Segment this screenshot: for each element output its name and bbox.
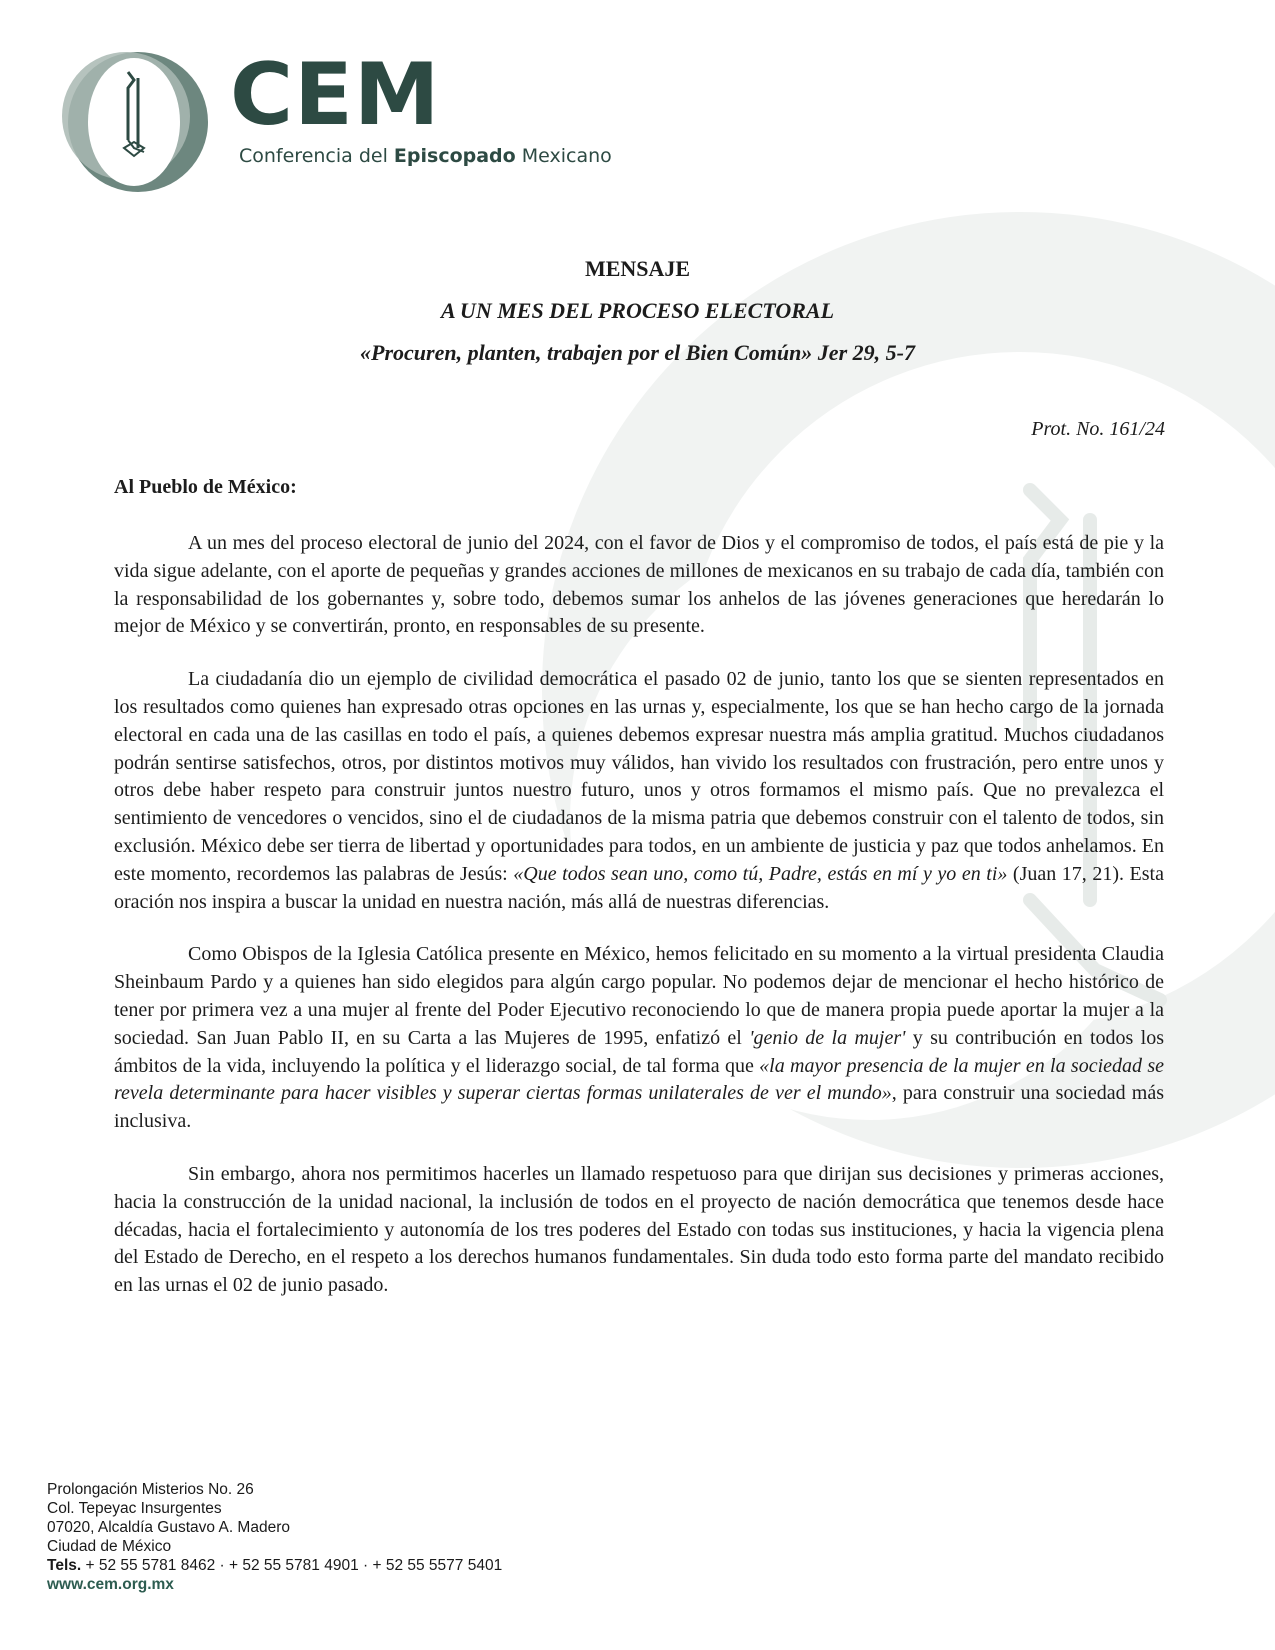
footer-colonia: Col. Tepeyac Insurgentes bbox=[47, 1500, 222, 1517]
paragraph-2-text-a: La ciudadanía dio un ejemplo de civilidad democrática el pasado 02 de junio, tanto los que se sienten representados en los resultados como quienes han expresado otras opciones en las urnas y, especialmente, los que se han hecho cargo de la jornada electoral en cada una de las casillas en todo el país, a quienes debemos expresar nuestra más amplia gratitud. Muchos ciudadanos podrán sentirse satisfechos, otros, por distintos motivos muy válidos, han vivido los resultados con frustración, pero entre unos y otros debe haber respeto para construir juntos nuestro futuro, unos y otros formamos el mismo país. Que no prevalezca el sentimiento de vencedores o vencidos, sino el de ciudadanos de la misma patria que debemos construir con el talento de todos, sin exclusión. México debe ser tierra de libertad y oportunidades para todos, en un ambiente de justicia y paz que todos anhelamos. En este momento, recordemos las palabras de Jesús: bbox=[114, 668, 1164, 885]
protocol-number: Prot. No. 161/24 bbox=[1031, 418, 1165, 440]
logo-name-part1: Conferencia del bbox=[239, 145, 388, 167]
organization-logo bbox=[58, 40, 618, 200]
letter-quote: «la mayor presencia de la mujer en la sociedad se revela determinante para hacer visibles y superar ciertas formas unilaterales de ver el mundo» bbox=[114, 1054, 1164, 1105]
paragraph-3-text-a: Como Obispos de la Iglesia Católica presente en México, hemos felicitado en su momento a la virtual presidenta Claudia Sheinbaum Pardo y a quienes han sido elegidos para algún cargo popular. No podemos dejar de mencionar el hecho histórico de tener por primera vez a una mujer al frente del Poder Ejecutivo reconociendo lo que de manera propia puede aportar la mujer a la sociedad. San Juan Pablo II, en su Carta a las Mujeres de 1995, enfatizó el bbox=[114, 943, 1164, 1049]
document-kind: MENSAJE bbox=[584, 256, 691, 281]
footer-street: Prolongación Misterios No. 26 bbox=[47, 1481, 254, 1498]
phones-list: + 52 55 5781 8462 · + 52 55 5781 4901 · + 52 55 5577 5401 bbox=[81, 1557, 503, 1574]
paragraph-2-text-b: (Juan 17, 21). Esta oración nos inspira a buscar la unidad en nuestra nación, más allá de nuestras diferencias. bbox=[114, 862, 1164, 913]
paragraph-3-text-b: y su contribución en todos los ámbitos de la vida, incluyendo la política y el liderazgo social, de tal forma que bbox=[114, 1026, 1164, 1077]
paragraph-3-text-c: , para construir una sociedad más inclusiva. bbox=[114, 1082, 1164, 1133]
footer-address bbox=[47, 1480, 502, 1594]
paragraph-2 bbox=[114, 666, 1164, 916]
footer-website-link[interactable]: www.cem.org.mx bbox=[47, 1576, 174, 1593]
logo-name-bold: Episcopado bbox=[393, 145, 516, 167]
genio-quote: 'genio de la mujer' bbox=[749, 1026, 906, 1049]
document-epigraph: «Procuren, planten, trabajen por el Bien Común» Jer 29, 5-7 bbox=[360, 340, 915, 365]
logo-full-name bbox=[239, 144, 612, 168]
footer-city: Ciudad de México bbox=[47, 1538, 172, 1555]
footer-phones bbox=[47, 1556, 502, 1575]
cem-emblem-icon bbox=[58, 40, 218, 200]
footer-postal: 07020, Alcaldía Gustavo A. Madero bbox=[47, 1519, 290, 1536]
logo-abbreviation: CEM bbox=[230, 45, 441, 145]
salutation: Al Pueblo de México: bbox=[114, 476, 297, 498]
document-heading bbox=[0, 248, 1275, 374]
document-subtitle: A UN MES DEL PROCESO ELECTORAL bbox=[440, 298, 835, 323]
logo-name-part2: Mexicano bbox=[521, 145, 612, 167]
paragraph-4: Sin embargo, ahora nos permitimos hacerles un llamado respetuoso para que dirijan sus decisiones y primeras acciones, hacia la construcción de la unidad nacional, la inclusión de todos en el proyecto de nación democrática que tenemos desde hace décadas, hacia el fortalecimiento y autonomía de los tres poderes del Estado con todas sus instituciones, y hacia la vigencia plena del Estado de Derecho, en el respeto a los derechos humanos fundamentales. Sin duda todo esto forma parte del mandato recibido en las urnas el 02 de junio pasado. bbox=[114, 1162, 1164, 1297]
gospel-quote: «Que todos sean uno, como tú, Padre, estás en mí y yo en ti» bbox=[513, 862, 1008, 885]
phones-label: Tels. bbox=[47, 1557, 82, 1574]
paragraph-3 bbox=[114, 941, 1164, 1136]
paragraph-1: A un mes del proceso electoral de junio del 2024, con el favor de Dios y el compromiso de todos, el país está de pie y la vida sigue adelante, con el aporte de pequeñas y grandes acciones de millones de mexicanos en su trabajo de cada día, también con la responsabilidad de los gobernantes y, sobre todo, debemos sumar los anhelos de las jóvenes generaciones que heredarán lo mejor de México y se convertirán, pronto, en responsables de su presente. bbox=[114, 532, 1164, 638]
document-body bbox=[114, 530, 1164, 1325]
